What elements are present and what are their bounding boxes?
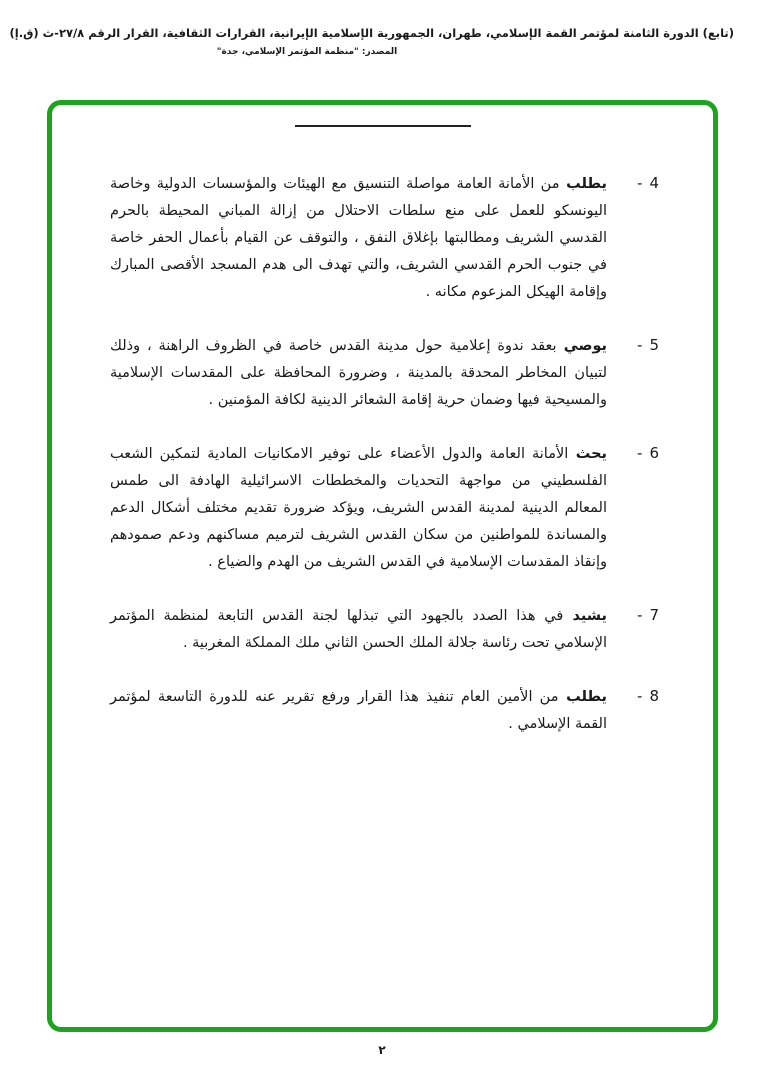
item-lead-word: يطلب xyxy=(558,689,607,705)
document-header xyxy=(9,26,734,57)
item-number-dash: - xyxy=(637,444,643,462)
page-footer xyxy=(0,1039,764,1058)
item-text xyxy=(110,171,607,306)
item-number xyxy=(607,603,659,657)
item-body-text: من الأمين العام تنفيذ هذا القرار ورفع تقرير عنه للدورة التاسعة لمؤتمر القمة الإسلامي . xyxy=(110,689,607,732)
item-number xyxy=(607,441,659,576)
item-number xyxy=(607,333,659,414)
item-lead-word: يطلب xyxy=(559,176,607,192)
item-lead-word: يوصي xyxy=(556,338,607,354)
item-number-dash: - xyxy=(637,336,643,354)
item-text xyxy=(110,603,607,657)
item-text xyxy=(110,441,607,576)
item-text xyxy=(110,333,607,414)
resolution-item xyxy=(110,684,659,738)
header-title: (تابع) الدورة الثامنة لمؤتمر القمة الإسلامي، طهران، الجمهورية الإسلامية الإيرانية، القرارات الثقافية، القرار الرقم ٢٧/٨-ث (ق.إ) xyxy=(9,26,734,40)
resolution-item xyxy=(110,441,659,576)
item-number xyxy=(607,171,659,306)
resolution-item xyxy=(110,333,659,414)
resolution-items-list xyxy=(110,171,659,765)
item-body-text: بعقد ندوة إعلامية حول مدينة القدس خاصة في الظروف الراهنة ، وذلك لتبيان المخاطر المحدقة بالمدينة ، وضرورة المحافظة على المقدسات الإسلامية والمسيحية فيها وضمان حرية إقامة الشعائر الدينية لكافة المؤمنين . xyxy=(110,338,607,408)
item-number-dash: - xyxy=(637,687,643,705)
item-number-dash: - xyxy=(637,606,643,624)
item-number xyxy=(607,684,659,738)
header-source: المصدر: "منظمة المؤتمر الإسلامي، جدة" xyxy=(216,47,398,57)
item-body-text: في هذا الصدد بالجهود التي تبذلها لجنة القدس التابعة لمنظمة المؤتمر الإسلامي تحت رئاسة جلالة الملك الحسن الثاني ملك المملكة المغربية . xyxy=(110,608,607,651)
resolution-item xyxy=(110,603,659,657)
item-number-value: 5 xyxy=(649,336,659,354)
footnote-separator xyxy=(295,125,471,127)
page-number: ٢ xyxy=(378,1043,386,1057)
item-lead-word: يشيد xyxy=(563,608,608,624)
content-border-box xyxy=(47,100,718,1032)
item-number-value: 4 xyxy=(649,174,659,192)
item-lead-word: يحث xyxy=(568,446,607,462)
item-number-value: 6 xyxy=(649,444,659,462)
item-body-text: الأمانة العامة والدول الأعضاء على توفير الامكانيات المادية لتمكين الشعب الفلسطيني من مواجهة التحديات والمخططات الاسرائيلية الهادفة الى طمس المعالم الدينية لمدينة القدس الشريف، ويؤكد ضرورة تقديم مختلف أشكال الدعم والمساندة للمواطنين من سكان القدس الشريف لترميم مساكنهم ودعم صمودهم وإنقاذ المقدسات الإسلامية في القدس الشريف من الهدم والضياع . xyxy=(110,446,607,570)
item-number-value: 8 xyxy=(649,687,659,705)
item-text xyxy=(110,684,607,738)
item-number-value: 7 xyxy=(649,606,659,624)
resolution-item xyxy=(110,171,659,306)
item-number-dash: - xyxy=(637,174,643,192)
item-body-text: من الأمانة العامة مواصلة التنسيق مع الهيئات والمؤسسات الدولية وخاصة اليونسكو للعمل على منع سلطات الاحتلال من إزالة المباني المحيطة بالحرم القدسي الشريف ومطالبتها بإغلاق النفق ، والتوقف عن القيام بأعمال الحفر خاصة في جنوب الحرم القدسي الشريف، والتي تهدف الى هدم المسجد الأقصى المبارك وإقامة الهيكل المزعوم مكانه . xyxy=(110,176,607,300)
